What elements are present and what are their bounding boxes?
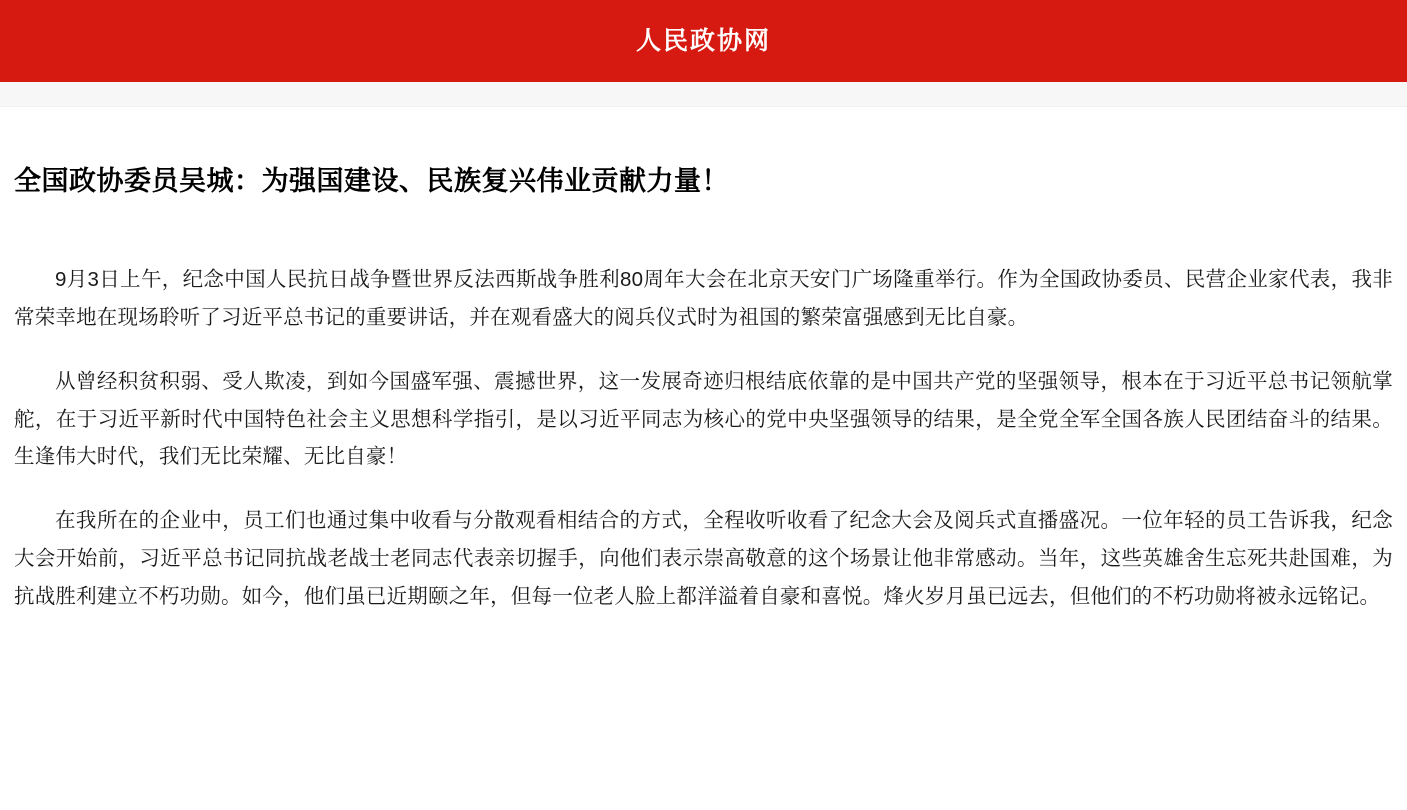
article-title: 全国政协委员吴城：为强国建设、民族复兴伟业贡献力量！ bbox=[14, 166, 729, 196]
site-header bbox=[0, 0, 1407, 82]
article-paragraph: 从曾经积贫积弱、受人欺凌，到如今国盛军强、震撼世界，这一发展奇迹归根结底依靠的是中国共产党的坚强领导，根本在于习近平总书记领航掌舵，在于习近平新时代中国特色社会主义思想科学指引，是以习近平同志为核心的党中央坚强领导的结果，是全党全军全国各族人民团结奋斗的结果。生逢伟大时代，我们无比荣耀、无比自豪！ bbox=[14, 369, 1393, 469]
site-title: 人民政协网 bbox=[635, 26, 771, 55]
article-body bbox=[8, 261, 1399, 616]
article-paragraph: 在我所在的企业中，员工们也通过集中收看与分散观看相结合的方式，全程收听收看了纪念大会及阅兵式直播盛况。一位年轻的员工告诉我，纪念大会开始前，习近平总书记同抗战老战士老同志代表亲切握手，向他们表示崇高敬意的这个场景让他非常感动。当年，这些英雄舍生忘死共赴国难，为抗战胜利建立不朽功勋。如今，他们虽已近期颐之年，但每一位老人脸上都洋溢着自豪和喜悦。烽火岁月虽已远去，但他们的不朽功勋将被永远铭记。 bbox=[14, 509, 1393, 609]
header-divider-strip bbox=[0, 82, 1407, 107]
article-container bbox=[0, 163, 1407, 656]
article-paragraph: 9月3日上午，纪念中国人民抗日战争暨世界反法西斯战争胜利80周年大会在北京天安门广场隆重举行。作为全国政协委员、民营企业家代表，我非常荣幸地在现场聆听了习近平总书记的重要讲话，并在观看盛大的阅兵仪式时为祖国的繁荣富强感到无比自豪。 bbox=[14, 267, 1393, 329]
